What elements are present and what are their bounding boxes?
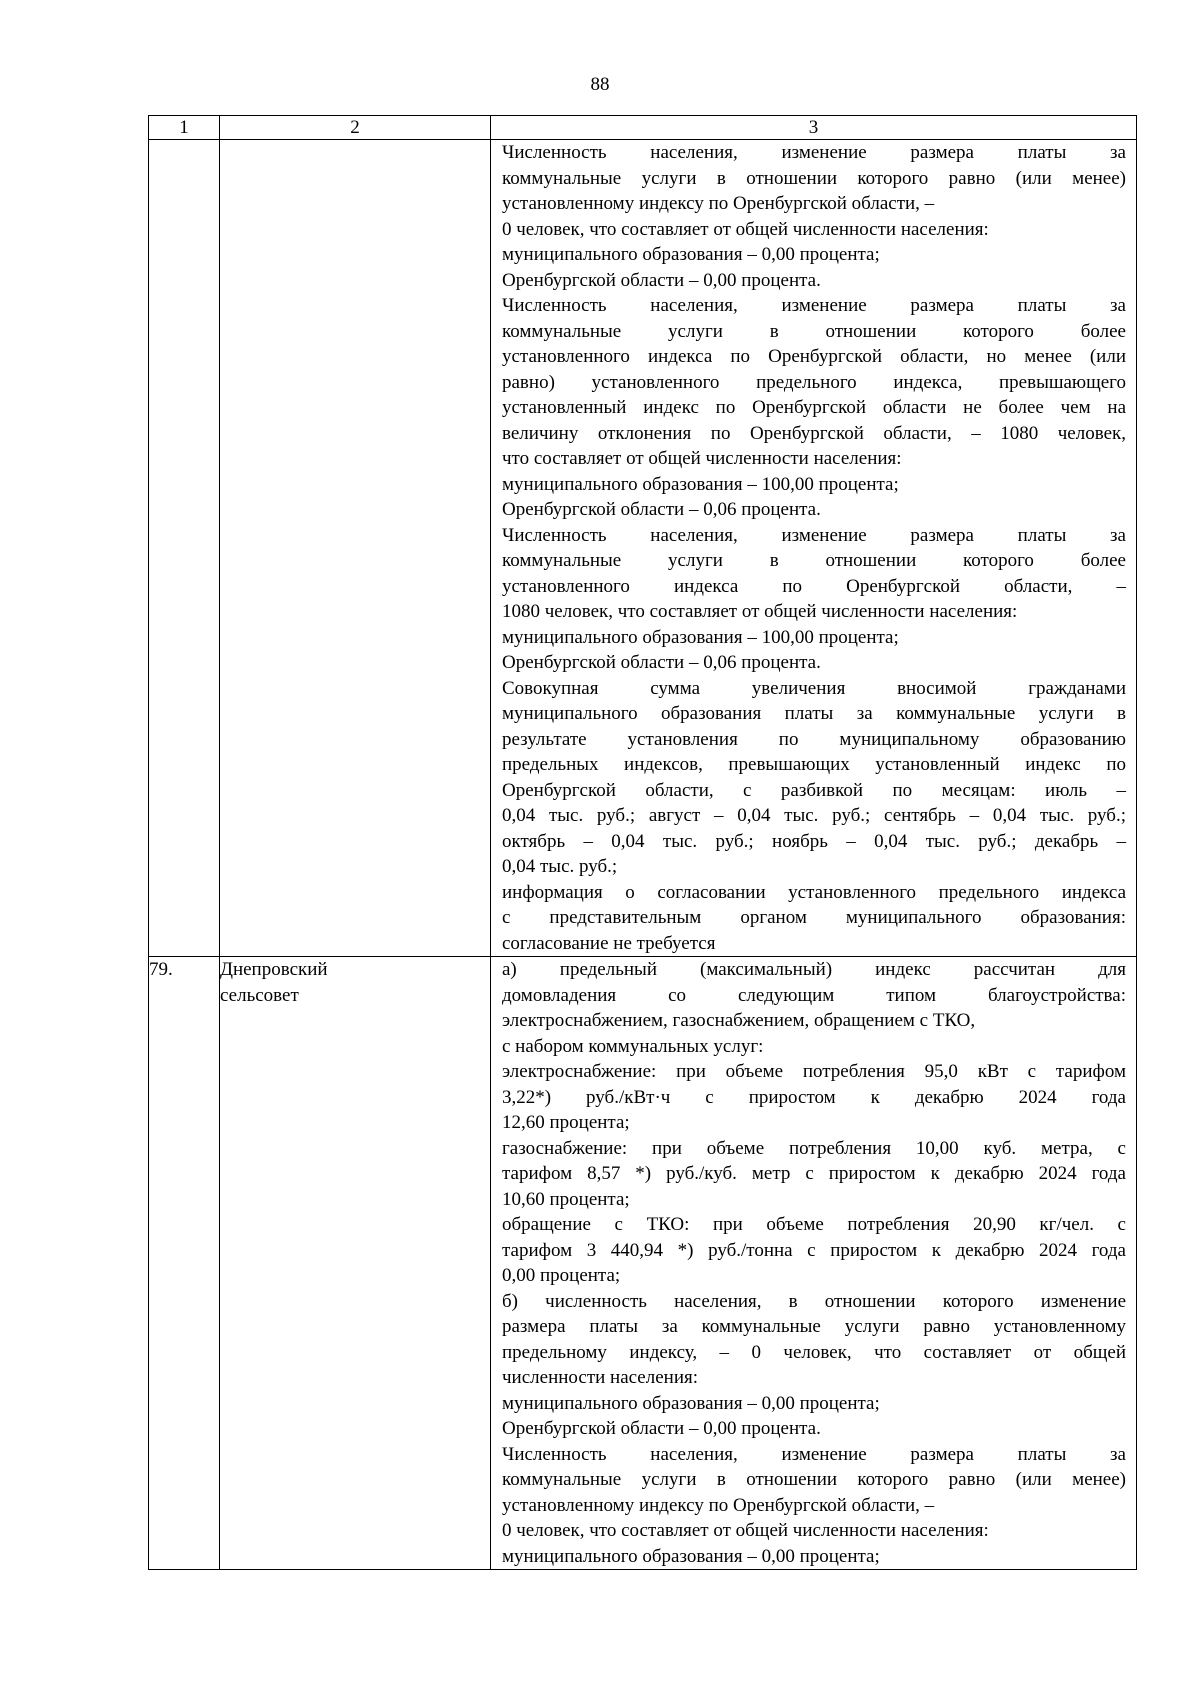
- text-line: Численность населения, изменение размера платы за: [502, 524, 1126, 546]
- text-line: установленного индекса по Оренбургской области, но менее (или: [502, 346, 1126, 367]
- column-header: 1: [149, 116, 220, 140]
- text-line: согласование не требуется: [502, 932, 716, 954]
- text-line: 0,00 процента;: [502, 1265, 621, 1286]
- text-line: предельных индексов, превышающих установленный индекс по: [502, 754, 1126, 775]
- text-line: результате установления по муниципальному образованию: [502, 728, 1126, 750]
- text-line: Численность населения, изменение размера платы за: [502, 142, 1126, 163]
- text-line: коммунальные услуги в отношении которого равно (или менее): [502, 167, 1126, 189]
- text-line: муниципального образования платы за коммунальные услуги в: [502, 703, 1126, 724]
- table-header-row: [149, 116, 1137, 140]
- table-row: [149, 140, 1137, 957]
- text-line: газоснабжение: при объеме потребления 10,00 куб. метра, с: [502, 1137, 1126, 1159]
- text-line: 0 человек, что составляет от общей численности населения:: [502, 1520, 989, 1541]
- text-line: Численность населения, изменение размера платы за: [502, 295, 1126, 316]
- text-line: информация о согласовании установленного предельного индекса: [502, 881, 1126, 903]
- text-line: тарифом 8,57 *) руб./куб. метр с приростом к декабрю 2024 года: [502, 1163, 1126, 1184]
- text-line: муниципального образования – 0,00 процента;: [502, 1545, 880, 1567]
- description-lines: [491, 957, 1136, 1569]
- text-line: коммунальные услуги в отношении которого равно (или менее): [502, 1469, 1126, 1490]
- text-line: установленному индексу по Оренбургской области, –: [502, 1494, 935, 1516]
- row-description: [491, 957, 1137, 1570]
- text-line: муниципального образования – 100,00 процента;: [502, 626, 899, 648]
- text-line: электроснабжением, газоснабжением, обращением с ТКО,: [502, 1010, 976, 1031]
- text-line: электроснабжение: при объеме потребления 95,0 кВт с тарифом: [502, 1061, 1126, 1082]
- text-line: предельному индексу, – 0 человек, что составляет от общей: [502, 1341, 1126, 1363]
- text-line: Численность населения, изменение размера платы за: [502, 1443, 1126, 1465]
- text-line: Оренбургской области – 0,00 процента.: [502, 269, 821, 291]
- text-line: что составляет от общей численности населения:: [502, 448, 902, 469]
- column-header: 2: [220, 116, 491, 140]
- row-description: [491, 140, 1137, 957]
- text-line: с набором коммунальных услуг:: [502, 1035, 764, 1057]
- municipality-name-line: сельсовет: [220, 984, 299, 1006]
- text-line: домовладения со следующим типом благоустройства:: [502, 984, 1126, 1006]
- text-line: Оренбургской области – 0,00 процента.: [502, 1418, 821, 1439]
- text-line: обращение с ТКО: при объеме потребления 20,90 кг/чел. с: [502, 1214, 1126, 1235]
- data-table: [148, 115, 1137, 1570]
- text-line: Оренбургской области – 0,06 процента.: [502, 499, 821, 520]
- text-line: равно) установленного предельного индекса, превышающего: [502, 371, 1126, 393]
- text-line: Оренбургской области, с разбивкой по месяцам: июль –: [502, 779, 1126, 801]
- text-line: муниципального образования – 0,00 процента;: [502, 1392, 880, 1414]
- text-line: 0 человек, что составляет от общей численности населения:: [502, 218, 989, 240]
- description-lines: [491, 140, 1136, 956]
- text-line: коммунальные услуги в отношении которого более: [502, 320, 1126, 342]
- text-line: коммунальные услуги в отношении которого более: [502, 550, 1126, 571]
- text-line: 1080 человек, что составляет от общей численности населения:: [502, 601, 1018, 622]
- text-line: а) предельный (максимальный) индекс рассчитан для: [502, 959, 1126, 980]
- text-line: муниципального образования – 0,00 процента;: [502, 244, 880, 265]
- text-line: размера платы за коммунальные услуги равно установленному: [502, 1316, 1126, 1337]
- municipality-name: [220, 957, 491, 1570]
- row-number: 79.: [149, 957, 220, 1570]
- text-line: б) численность населения, в отношении которого изменение: [502, 1290, 1126, 1312]
- table-row: [149, 957, 1137, 1570]
- row-number: [149, 140, 220, 957]
- text-line: тарифом 3 440,94 *) руб./тонна с приростом к декабрю 2024 года: [502, 1239, 1126, 1261]
- text-line: октябрь – 0,04 тыс. руб.; ноябрь – 0,04 тыс. руб.; декабрь –: [502, 830, 1126, 852]
- text-line: 0,04 тыс. руб.; август – 0,04 тыс. руб.; сентябрь – 0,04 тыс. руб.;: [502, 805, 1126, 826]
- text-line: Совокупная сумма увеличения вносимой гражданами: [502, 677, 1126, 699]
- municipality-name: [220, 140, 491, 957]
- text-line: муниципального образования – 100,00 процента;: [502, 473, 899, 495]
- text-line: величину отклонения по Оренбургской области, – 1080 человек,: [502, 422, 1126, 444]
- text-line: установленному индексу по Оренбургской области, –: [502, 193, 935, 214]
- text-line: установленного индекса по Оренбургской области, –: [502, 575, 1126, 597]
- text-line: Оренбургской области – 0,06 процента.: [502, 652, 821, 673]
- text-line: 10,60 процента;: [502, 1188, 630, 1210]
- page-number: 88: [590, 74, 610, 95]
- text-line: 12,60 процента;: [502, 1112, 630, 1133]
- text-line: установленный индекс по Оренбургской области не более чем на: [502, 397, 1126, 418]
- column-header: 3: [491, 116, 1137, 140]
- text-line: с представительным органом муниципального образования:: [502, 907, 1126, 928]
- text-line: 0,04 тыс. руб.;: [502, 856, 618, 877]
- text-line: численности населения:: [502, 1367, 699, 1388]
- municipality-name-line: Днепровский: [220, 959, 328, 980]
- text-line: 3,22*) руб./кВт·ч с приростом к декабрю 2024 года: [502, 1086, 1126, 1108]
